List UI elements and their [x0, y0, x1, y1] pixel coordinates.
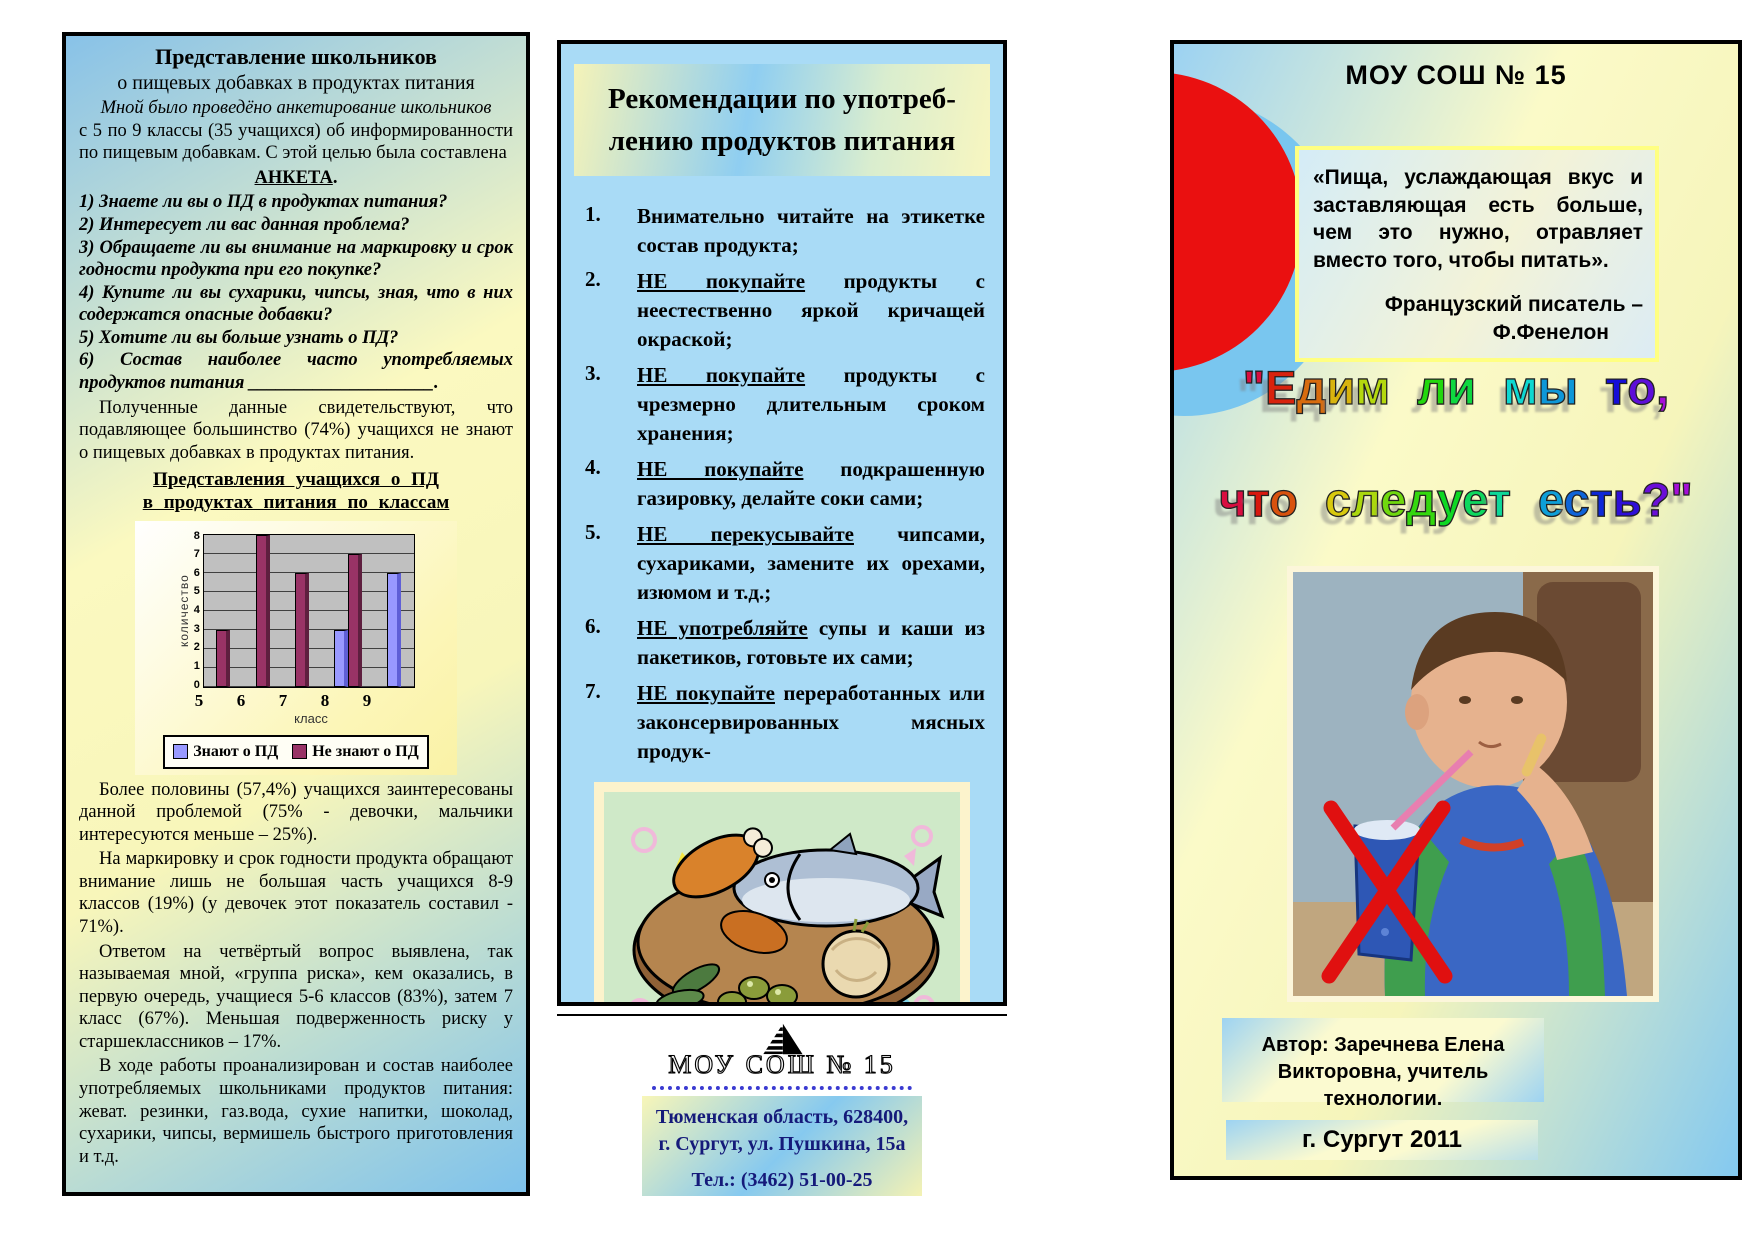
- food-clipart-image: [604, 792, 960, 1006]
- chart-legend: [163, 735, 429, 769]
- questionnaire-list: [79, 191, 513, 394]
- recommendations-title-line1: Рекомендации по употреб-: [608, 83, 956, 115]
- chart-bar: [387, 573, 401, 687]
- questionnaire-item: 6) Состав наиболее часто употребляемых продуктов питания ____________________.: [79, 350, 513, 393]
- legend-item: [173, 742, 278, 762]
- school-name-outlined: МОУ СОШ № 15: [668, 1050, 896, 1079]
- chart-y-tick: 0: [193, 678, 200, 691]
- boy-photo: [1287, 566, 1659, 1002]
- phone-number: Тел.: (3462) 51-00-25: [691, 1169, 873, 1191]
- questionnaire-item: 3) Обращаете ли вы внимание на маркировку и срок годности продукта при его покупке?: [79, 237, 513, 281]
- anketa-heading: АНКЕТА.: [254, 167, 338, 188]
- middle-panel: [557, 40, 1007, 1006]
- chart-bar: [348, 554, 362, 687]
- chart-x-tick: 6: [236, 690, 246, 710]
- quote-author-line2: Ф.Фенелон: [1492, 320, 1609, 344]
- left-paragraph-2: Более половины (57,4%) учащихся заинтересованы данной проблемой (75% - девочки, мальчики интересуются меньше – 25%).: [79, 779, 513, 845]
- recommendation-item: [585, 267, 985, 354]
- wordart-title-line2: что следует есть?": [1219, 473, 1693, 526]
- chart-y-tick: 3: [193, 622, 200, 635]
- recommendation-item: [585, 614, 985, 672]
- author-box: [1222, 1018, 1544, 1110]
- chart-bar-group: [387, 573, 401, 687]
- left-paragraph-4: Ответом на четвёртый вопрос выявлена, так называемая мной, «группа риска», кем оказались, в первую очередь, учащиеся 5-6 классов (83%), затем 7 класс (67%). Меньшая подверженность риску у старшеклассников – 17%.: [79, 941, 513, 1052]
- left-paragraph-1: Полученные данные свидетельствуют, что подавляющее большинство (74%) учащихся не знают о пищевых добавках в продуктах питания.: [79, 397, 513, 463]
- chart-y-ticks: [192, 531, 203, 691]
- recommendation-item: [585, 679, 985, 766]
- recommendation-number: 1.: [585, 202, 601, 227]
- recommendation-text: НЕ покупайте продукты с чрезмерно длительным сроком хранения;: [637, 362, 985, 445]
- recommendation-item: [585, 520, 985, 607]
- chart-bar-group: [295, 573, 309, 687]
- author-line1: Автор: Заречнева Елена: [1261, 1034, 1505, 1056]
- footer-divider-line: [557, 1014, 1007, 1016]
- legend-swatch-icon: [292, 744, 307, 759]
- address-box: [642, 1096, 922, 1196]
- chart-x-axis-label: класс: [294, 711, 328, 727]
- left-title: Представление школьников: [155, 44, 437, 69]
- address-line1: Тюменская область, 628400,: [655, 1106, 909, 1128]
- recommendation-text: НЕ покупайте переработанных или законсервированных мясных продук-: [637, 680, 985, 763]
- quote-author-line1: Французский писатель –: [1384, 292, 1643, 316]
- legend-label: Знают о ПД: [193, 743, 279, 761]
- recommendation-item: [585, 361, 985, 448]
- chart-y-tick: 6: [193, 566, 200, 579]
- wordart-title-line1: "Едим ли мы то,: [1242, 361, 1670, 414]
- recommendation-text: Внимательно читайте на этикетке состав продукта;: [637, 204, 985, 258]
- legend-item: [292, 742, 419, 762]
- dotted-divider: [652, 1086, 912, 1090]
- chart-bar-group: [216, 630, 230, 687]
- chart-bar: [256, 535, 270, 687]
- food-clipart: [594, 782, 970, 1006]
- recommendation-number: 5.: [585, 519, 601, 544]
- recommendation-number: 6.: [585, 613, 601, 638]
- chart-y-tick: 1: [193, 659, 200, 672]
- chart-title-line1: Представления учащихся о ПД: [153, 469, 439, 491]
- legend-label: Не знают о ПД: [312, 743, 419, 761]
- left-intro-rest: с 5 по 9 классы (35 учащихся) об информированности по пищевым добавкам. С этой целью была составлена: [79, 120, 513, 164]
- quote-text: «Пища, услаждающая вкус и заставляющая есть больше, чем это нужно, отравляет вместо того, чтобы питать».: [1313, 166, 1643, 273]
- chart-x-labels: [178, 691, 388, 712]
- recommendation-number: 3.: [585, 360, 601, 385]
- legend-swatch-icon: [173, 744, 188, 759]
- left-panel: [62, 32, 530, 1196]
- author-line2: Викторовна, учитель технологии.: [1277, 1061, 1489, 1110]
- chart-y-tick: 5: [193, 585, 200, 598]
- recommendations-list: [585, 202, 985, 765]
- left-paragraph-5: В ходе работы проанализирован и состав наиболее употребляемых школьниками продуктов питания: жеват. резинки, газ.вода, сухие напитки, шоколад, сухарики, чипсы, вермишель быстрого приготовления и т.д.: [79, 1056, 513, 1167]
- recommendation-number: 7.: [585, 678, 601, 703]
- recommendation-text: НЕ перекусывайте чипсами, сухариками, замените их орехами, изюмом и т.д.;: [637, 521, 985, 604]
- questionnaire-item: 1) Знаете ли вы о ПД в продуктах питания?: [79, 192, 448, 213]
- recommendations-title: [574, 64, 990, 176]
- quote-box: [1295, 146, 1659, 362]
- recommendation-item: [585, 455, 985, 513]
- left-subtitle: о пищевых добавках в продуктах питания: [117, 71, 475, 94]
- left-intro-italic: Мной было проведёно анкетирование школьников: [100, 98, 492, 119]
- questionnaire-item: 2) Интересует ли вас данная проблема?: [79, 215, 410, 236]
- chart-bar: [295, 573, 309, 687]
- chart-y-tick: 4: [193, 604, 200, 617]
- questionnaire-item: 4) Купите ли вы сухарики, чипсы, зная, что в них содержатся опасные добавки?: [79, 282, 513, 326]
- questionnaire-item: 5) Хотите ли вы больше узнать о ПД?: [79, 327, 399, 348]
- left-paragraph-3: На маркировку и срок годности продукта обращают внимание лишь не большая часть учащихся 8-9 классов (19%) (у девочек этот показатель составил - 71%).: [79, 849, 513, 938]
- recommendation-text: НЕ покупайте продукты с неестественно яркой кричащей окраской;: [637, 269, 985, 351]
- recommendations-title-line2: лению продуктов питания: [608, 125, 956, 158]
- recommendation-number: 4.: [585, 454, 601, 479]
- recommendation-text: НЕ покупайте подкрашенную газировку, делайте соки сами;: [637, 456, 985, 510]
- recommendation-item: [585, 202, 985, 260]
- chart-plot: [203, 534, 415, 688]
- city-year-box: г. Сургут 2011: [1226, 1120, 1538, 1160]
- chart-bar-group: [256, 535, 270, 687]
- chart-y-tick: 8: [193, 529, 200, 542]
- chart-y-axis-label: количество: [177, 574, 192, 647]
- chart-y-tick: 2: [193, 641, 200, 654]
- boy-photo-image: [1293, 572, 1653, 996]
- chart-y-tick: 7: [193, 548, 200, 561]
- chart-bar: [334, 630, 348, 687]
- bar-chart: [135, 521, 457, 775]
- chart-title-line2: в продуктах питания по классам: [142, 492, 450, 514]
- chart-x-tick: 9: [362, 690, 372, 710]
- right-panel: [1170, 40, 1742, 1180]
- school-name-header: МОУ СОШ № 15: [1345, 60, 1567, 90]
- chart-x-tick: 5: [194, 690, 204, 710]
- address-line2: г. Сургут, ул. Пушкина, 15а: [658, 1133, 906, 1155]
- chart-x-tick: 7: [278, 690, 288, 710]
- chart-x-tick: 8: [320, 690, 330, 710]
- chart-bar-group: [334, 554, 362, 687]
- recommendation-text: НЕ употребляйте супы и каши из пакетиков, готовьте их сами;: [637, 615, 985, 669]
- recommendation-number: 2.: [585, 267, 601, 292]
- chart-bar: [216, 630, 230, 687]
- left-intro: [79, 97, 513, 165]
